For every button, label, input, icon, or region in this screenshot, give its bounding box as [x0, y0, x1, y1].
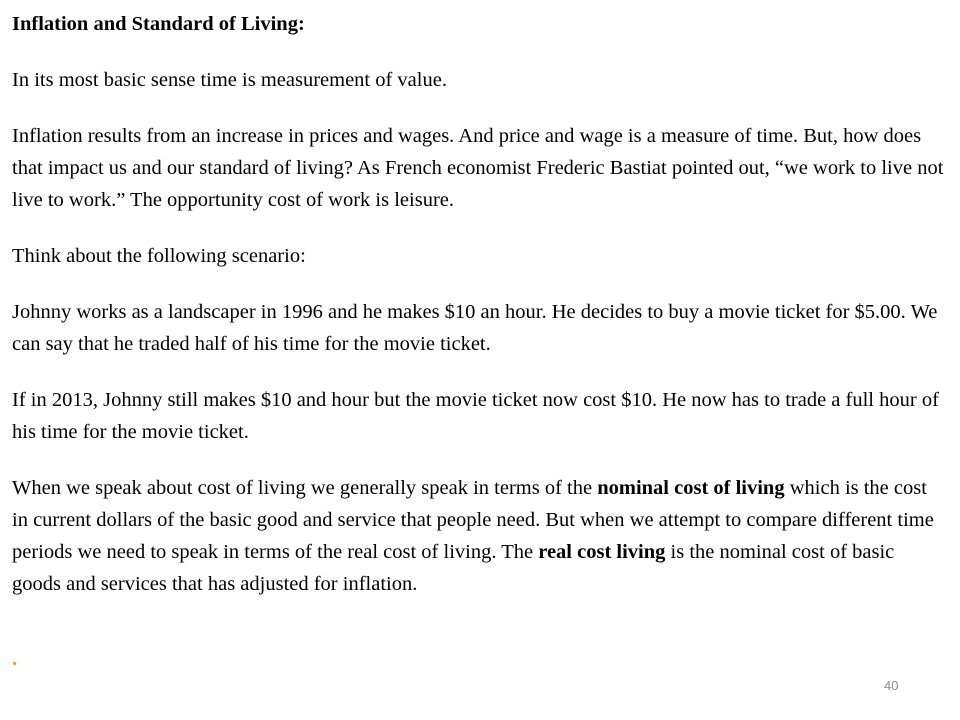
slide-title: Inflation and Standard of Living:	[12, 13, 305, 35]
slide-body	[12, 8, 947, 624]
nominal-cost-term: nominal cost of living	[597, 477, 785, 499]
paragraph-scenario-intro: Think about the following scenario:	[12, 245, 306, 267]
paragraph-johnny-2013: If in 2013, Johnny still makes $10 and hour but the movie ticket now cost $10. He now has to trade a full hour of his time for the movie ticket.	[12, 389, 939, 443]
trailing-dot: .	[12, 648, 18, 670]
page-number: 40	[884, 678, 899, 693]
cost-middle-text: which is the cost in current dollars of the basic good and service that people need. But when we attempt to compare different time periods we need to speak in terms of the real cost of living. The	[12, 477, 934, 563]
paragraph-inflation: Inflation results from an increase in prices and wages. And price and wage is a measure of time. But, how does that impact us and our standard of living? As French economist Frederic Bastiat pointed out, “we work to live not live to work.” The opportunity cost of work is leisure.	[12, 125, 944, 211]
paragraph-cost-of-living	[12, 472, 947, 600]
paragraph-johnny-1996: Johnny works as a landscaper in 1996 and he makes $10 an hour. He decides to buy a movie ticket for $5.00. We can say that he traded half of his time for the movie ticket.	[12, 301, 938, 355]
real-cost-term: real cost living	[538, 541, 666, 563]
cost-intro-text: When we speak about cost of living we generally speak in terms of the	[12, 477, 598, 499]
cost-ending-text: is the nominal cost of basic goods and services that has adjusted for inflation.	[12, 541, 895, 595]
paragraph-time-value: In its most basic sense time is measurement of value.	[12, 69, 447, 91]
